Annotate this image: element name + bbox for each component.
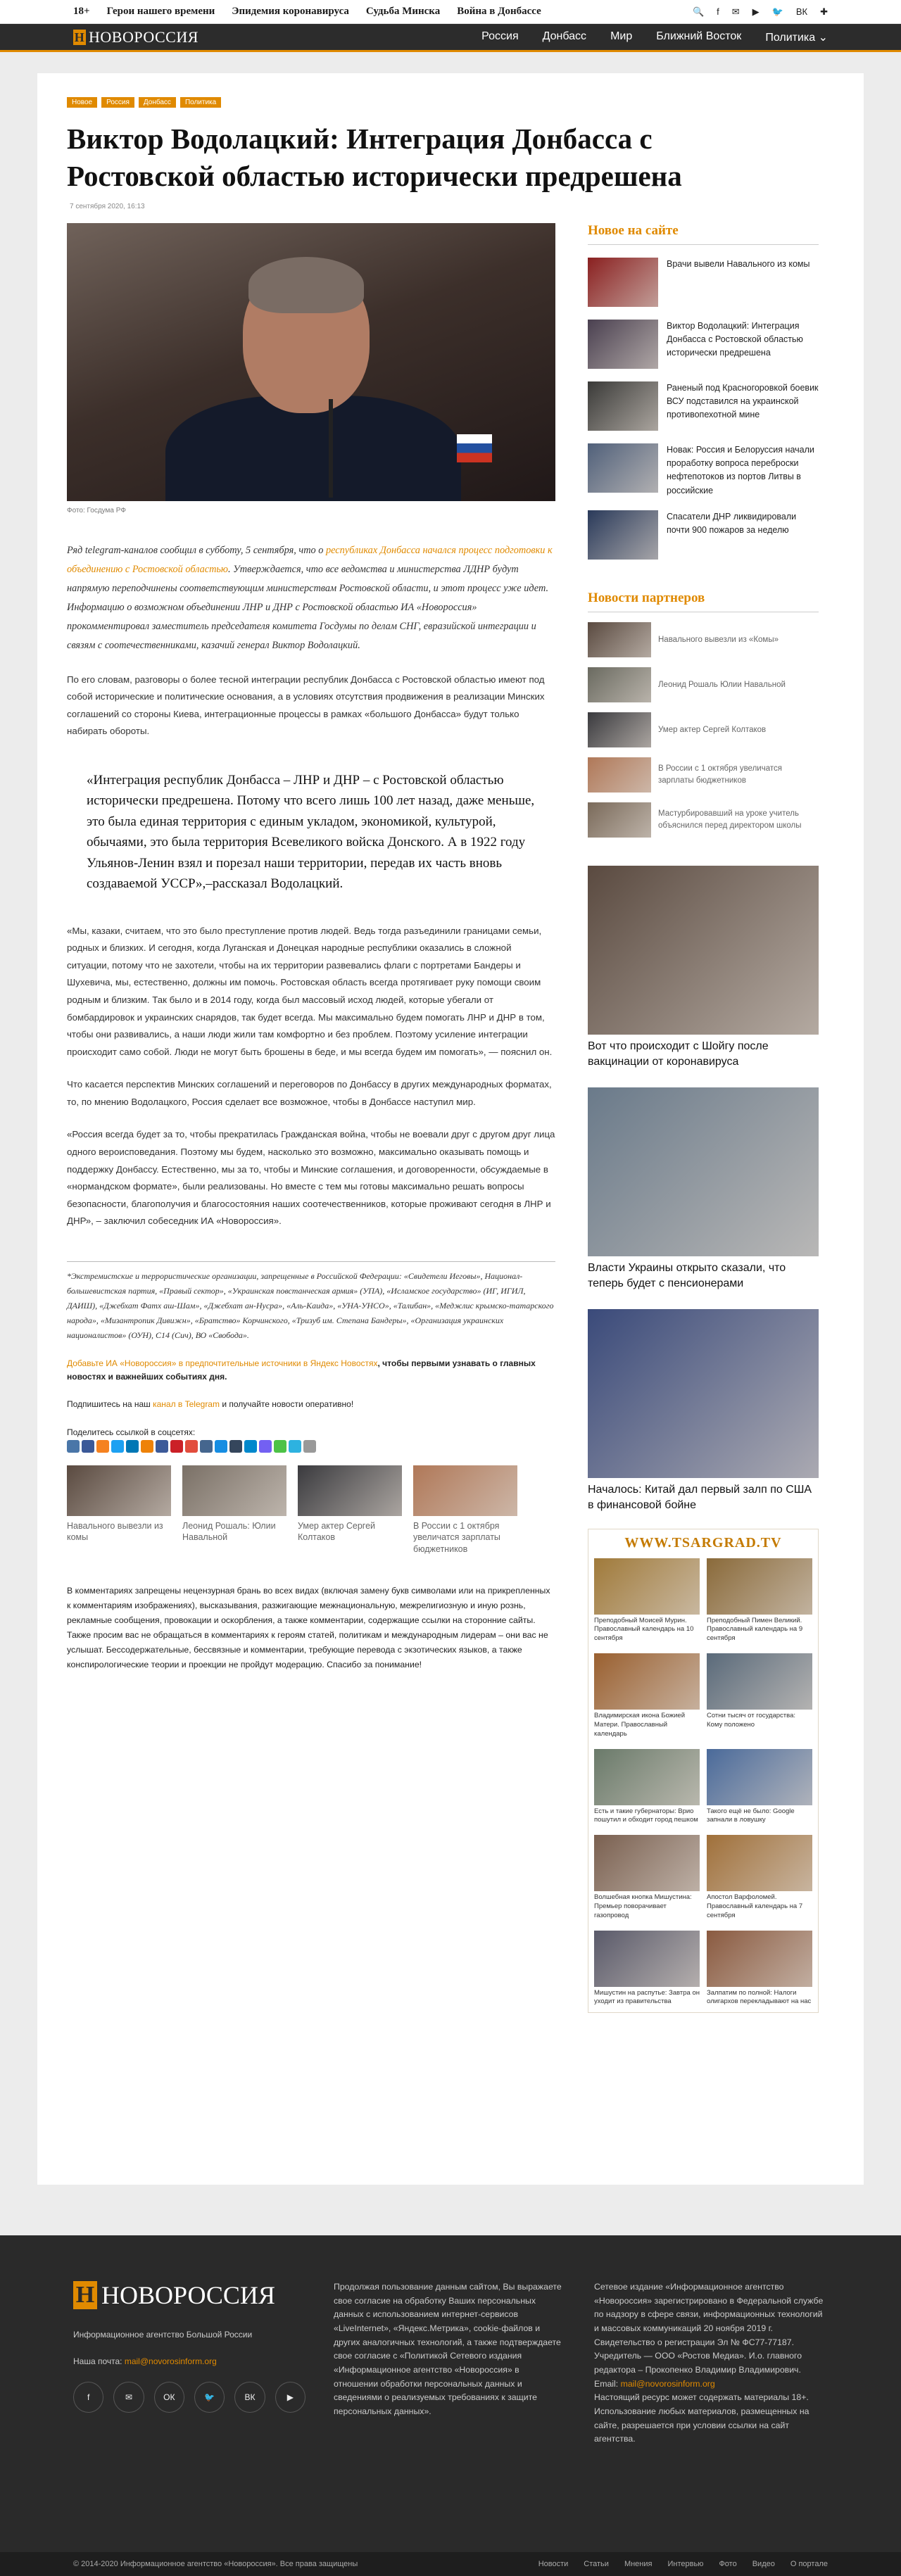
partner-item[interactable]: Навального вывезли из «Комы»: [588, 622, 819, 657]
lead-link[interactable]: республиках Донбасса начался процесс подготовки к объединению с Ростовской областью: [67, 544, 553, 575]
related-articles: [67, 1465, 555, 1556]
bottom-link-opinions[interactable]: Мнения: [624, 2560, 653, 2568]
vk-icon[interactable]: ВК: [795, 6, 808, 17]
bottom-bar: [0, 2552, 901, 2576]
mail-icon[interactable]: ✉: [113, 2382, 144, 2413]
logo-text: НОВОРОССИЯ: [89, 27, 199, 46]
share-button[interactable]: [126, 1440, 139, 1453]
share-button[interactable]: [67, 1440, 80, 1453]
tag-donbass[interactable]: Донбасс: [139, 97, 176, 108]
mail-icon[interactable]: ✉: [731, 6, 740, 17]
promo-item[interactable]: Началось: Китай дал первый залп по США в финансовой бойне: [588, 1309, 819, 1513]
share-button[interactable]: [274, 1440, 286, 1453]
promo-item[interactable]: Власти Украины открыто сказали, что теперь будет с пенсионерами: [588, 1087, 819, 1291]
sidebar-news-item[interactable]: Врачи вывели Навального из комы: [588, 258, 819, 307]
related-card[interactable]: Умер актер Сергей Колтаков: [298, 1465, 402, 1556]
article-page: [37, 73, 864, 2185]
tsargrad-item[interactable]: Апостол Варфоломей. Православный календарь на 7 сентября: [707, 1835, 812, 1920]
bottom-link-news[interactable]: Новости: [538, 2560, 569, 2568]
tsargrad-widget: [588, 1529, 819, 2014]
promo-item[interactable]: Вот что происходит с Шойгу после вакцинации от коронавируса: [588, 866, 819, 1069]
sidebar-news-item[interactable]: Виктор Водолацкий: Интеграция Донбасса с Ростовской областью исторически предрешена: [588, 320, 819, 369]
share-button[interactable]: [141, 1440, 153, 1453]
logo-mark: Н: [74, 30, 85, 44]
related-card[interactable]: В России с 1 октября увеличатся зарплаты бюджетников: [413, 1465, 517, 1556]
ok-icon[interactable]: ОК: [154, 2382, 184, 2413]
share-button[interactable]: [156, 1440, 168, 1453]
tsargrad-item[interactable]: Такого ещё не было: Google запнали в ловушку: [707, 1749, 812, 1826]
tsargrad-item[interactable]: Преподобный Пимен Великий. Православный календарь на 9 сентября: [707, 1558, 812, 1643]
nav-item-russia[interactable]: Россия: [481, 30, 519, 42]
article-tags: [67, 97, 834, 108]
twitter-icon[interactable]: 🐦: [194, 2382, 225, 2413]
footer-social: [73, 2382, 305, 2413]
tsargrad-item[interactable]: Волшебная кнопка Мишустина: Премьер поворачивает газопровод: [594, 1835, 700, 1920]
share-button[interactable]: [303, 1440, 316, 1453]
copyright: © 2014-2020 Информационное агентство «Новороссия». Все права защищены: [73, 2560, 358, 2568]
sidebar: [588, 223, 819, 2014]
bottom-link-interview[interactable]: Интервью: [667, 2560, 704, 2568]
partner-item[interactable]: Умер актер Сергей Колтаков: [588, 712, 819, 747]
article-title: Виктор Водолацкий: Интеграция Донбасса с Ростовской областью исторически предрешена: [67, 122, 682, 193]
related-thumb: [298, 1465, 402, 1516]
bottom-links: [538, 2560, 828, 2568]
share-label: Поделитесь ссылкой в соцсетях:: [67, 1427, 196, 1437]
main-nav: [0, 24, 901, 52]
top-link-war[interactable]: Война в Донбассе: [457, 6, 541, 17]
footer-legal: Сетевое издание «Информационное агентство «Новороссия» зарегистрировано в Федеральной службе по надзору в сфере связи, информационных технологий и массовых коммуникаций 20 ноября 2019 г. Свидетельство о регистрации Эл № ФС77-77187. Учредитель — ООО «Ростов Медиа». И.о. главного редактора – Прокопенко Владимир Владимирович. Email: mail@novorosinform.org Настоящий ресурс может содержать материалы 18+. Использование любых материалов, размещенных на сайте, разрешается при условии ссылки на сайт агентства.: [594, 2282, 824, 2444]
plus-icon[interactable]: ✚: [820, 6, 828, 17]
paragraph: По его словам, разговоры о более тесной интеграции республик Донбасса с Ростовской областью имеют под собой исторические и политические основания, а в условиях отсутствия продвижения в реализации Минских соглашений со стороны Киева, интеграционные процессы в рамках «большого Донбасса» будут только набирать обороты.: [67, 674, 545, 737]
top-link-epidemic[interactable]: Эпидемия коронавируса: [232, 6, 349, 17]
footer: [0, 2235, 901, 2552]
telegram-link[interactable]: канал в Telegram: [153, 1399, 220, 1410]
hero-photo: [67, 223, 555, 501]
tag-russia[interactable]: Россия: [101, 97, 134, 108]
tsargrad-title[interactable]: WWW.TSARGRAD.TV: [624, 1534, 782, 1551]
tsargrad-item[interactable]: Залпатим по полной: Налоги олигархов перекладывают на нас: [707, 1931, 812, 2007]
sidebar-news-item[interactable]: Раненый под Красногоровкой боевик ВСУ подставился на украинской противопехотной мине: [588, 381, 819, 431]
related-thumb: [413, 1465, 517, 1516]
share-buttons: [67, 1440, 555, 1453]
tsargrad-item[interactable]: Мишустин на распутье: Завтра он уходит из правительства: [594, 1931, 700, 2007]
new-on-site-title: Новое на сайте: [588, 223, 819, 245]
search-icon[interactable]: 🔍: [692, 6, 705, 17]
footer-logo[interactable]: Н НОВОРОССИЯ: [73, 2280, 305, 2310]
tag-politics[interactable]: Политика: [180, 97, 221, 108]
youtube-icon[interactable]: ▶: [752, 6, 760, 17]
footer-cookies: Продолжая пользование данным сайтом, Вы выражаете свое согласие на обработку Ваших персональных данных с использованием интернет-сервисов «LiveInternet», «Яндекс.Метрика», cookie-файлов и других аналогичных технологий, а также подтверждаете свое согласие с «Политикой Сетевого издания «Информационное агентство «Новороссия» в отношении обработки персональных данных и сведениями о реализуемых требованиях к защите персональных данных».: [334, 2282, 562, 2417]
bottom-link-articles[interactable]: Статьи: [584, 2560, 609, 2568]
bottom-link-about[interactable]: О портале: [790, 2560, 828, 2568]
nav-item-world[interactable]: Мир: [610, 30, 633, 42]
sidebar-news-item[interactable]: Спасатели ДНР ликвидировали почти 900 пожаров за неделю: [588, 510, 819, 560]
tag-new[interactable]: Новое: [67, 97, 97, 108]
bottom-link-video[interactable]: Видео: [752, 2560, 775, 2568]
photo-caption: Фото: Госдума РФ: [67, 506, 126, 514]
site-logo[interactable]: [73, 28, 199, 46]
related-card[interactable]: Навального вывезли из комы: [67, 1465, 171, 1556]
comment-rules: В комментариях запрещены нецензурная брань во всех видах (включая замену букв символами или на прикрепленных к комментариям изображениях), высказывания, разжигающие межнациональную, межрелигиозную и иную рознь, рекламные сообщения, провокации и оскорбления, а также комментарии, содержащие ссылки на сторонние сайты. Также просим вас не обращаться в комментариях к героям статей, политикам и международным лидерам – они вас не услышат. Бессодержательные, бессвязные и комментарии, требующие перевода с экзотических языков, а также конспирологические теории и проекции не пройдут модерацию. Спасибо за понимание!: [67, 1586, 550, 1669]
top-links: [73, 6, 541, 18]
tsargrad-item[interactable]: Сотни тысяч от государства: Кому положено: [707, 1653, 812, 1738]
nav-item-middle-east[interactable]: Ближний Восток: [656, 30, 742, 42]
footer-mail: Наша почта: mail@novorosinform.org: [73, 2356, 217, 2366]
tsargrad-grid: [594, 1558, 812, 2007]
share-button[interactable]: [111, 1440, 124, 1453]
article-main: [67, 223, 555, 2014]
related-thumb: [67, 1465, 171, 1516]
share-button[interactable]: [259, 1440, 272, 1453]
share-button[interactable]: [82, 1440, 94, 1453]
banned-orgs-note: *Экстремистские и террористические организации, запрещенные в Российской Федерации: «Свидетели Иеговы», Национал-большевистская партия, «Правый сектор», «Украинская повстанческая армия» (УПА), «Исламское государство» (ИГ, ИГИЛ, ДАИШ), «Джебхат Фатх аш-Шам», «Джебхат ан-Нусра», «Аль-Каида», «УНА-УНСО», «Талибан», «Меджлис крымско-татарского народа», «Мизантропик Дивижн», «Братство» Корчинского, «Тризуб им. Степана Бандеры», «Организация украинских националистов» (ОУН), С14 (Сич), ВО «Свобода».: [67, 1261, 555, 1343]
share-button[interactable]: [185, 1440, 198, 1453]
footer-mail-link[interactable]: mail@novorosinform.org: [124, 2356, 217, 2366]
sidebar-news-item[interactable]: Новак: Россия и Белоруссия начали проработку вопроса переброски нефтепотоков из портов Литвы в российские: [588, 443, 819, 498]
pull-quote: «Интеграция республик Донбасса – ЛНР и ДНР – с Ростовской областью исторически предрешена. Потому что всего лишь 100 лет назад, даже меньше, это была единая территория с единым укладом, экономикой, культурой, обычаями, это была территория Всевеликого войска Донского. А в 1922 году Ульянов-Ленин взял и порезал наши территории, передав их часть вновь создаваемой УССР»,–рассказал Водолацкий.: [87, 772, 535, 892]
share-button[interactable]: [289, 1440, 301, 1453]
paragraph: «Мы, казаки, считаем, что это было преступление против людей. Ведь тогда разъединили границами семьи, родных и близких. И сегодня, когда Луганская и Донецкая народные республики оказались в сложной ситуации, потому что не захотели, чтобы на их территории развевались флаги с портретами Бандеры и Шухевича, мы, естественно, должны им помочь. Ростовская область всегда протягивает руку помощи своим родным и близким. Так было и в 2014 году, когда был массовый исход людей, которые убегали от бомбардировок и украинских снарядов, так будет всегда. Мы максимально будем помогать ЛНР и ДНР в том, чтобы они развивались, а наши люди жили там комфортно и без проблем. Поэтому усиление интеграции происходит само собой. Люди не могут быть брошены в беде, и мы всегда будем им помогать», — пояснил он.: [67, 925, 553, 1057]
related-card[interactable]: Леонид Рошаль: Юлии Навальной: [182, 1465, 286, 1556]
partner-item[interactable]: Мастурбировавший на уроке учитель объяснился перед директором школы: [588, 802, 819, 838]
facebook-icon[interactable]: f: [73, 2382, 103, 2413]
yandex-link[interactable]: Добавьте ИА «Новороссия» в предпочтительные источники в Яндекс Новостях: [67, 1358, 378, 1369]
yandex-promo: Добавьте ИА «Новороссия» в предпочтительные источники в Яндекс Новостях, чтобы первыми узнавать о главных новостях и важнейших событиях дня.: [67, 1358, 536, 1382]
paragraph: Что касается перспектив Минских соглашений и переговоров по Донбассу в других международных форматах, то, по мнению Водолацкого, Россия сделает все возможное, чтобы в Донбассе наступил мир.: [67, 1079, 552, 1107]
partner-item[interactable]: В России с 1 октября увеличатся зарплаты бюджетников: [588, 757, 819, 793]
tsargrad-item[interactable]: Преподобный Моисей Мурин. Православный календарь на 10 сентября: [594, 1558, 700, 1643]
top-social: [693, 6, 828, 18]
article-lead: Ряд telegram-каналов сообщил в субботу, 5 сентября, что о республиках Донбасса начался процесс подготовки к объединению с Ростовской областью. Утверждается, что все ведомства и министерства ЛДНР будут напрямую переподчинены соответствующим министерствам Ростовской области, и этот процесс уже идет. Информацию о возможном объединении ЛНР и ДНР с Ростовской областью ИА «Новороссия» прокомментировал заместитель председателя комитета Госдумы по делам СНГ, евразийской интеграции и связям с соотечественниками, казачий генерал Виктор Водолацкий.: [67, 544, 553, 652]
share-button[interactable]: [170, 1440, 183, 1453]
share-button[interactable]: [96, 1440, 109, 1453]
telegram-promo: Подпишитесь на наш канал в Telegram и получайте новости оперативно!: [67, 1399, 354, 1410]
tsargrad-item[interactable]: Владимирская икона Божией Матери. Православный календарь: [594, 1653, 700, 1738]
footer-legal-mail[interactable]: mail@novorosinform.org: [620, 2378, 715, 2389]
paragraph: «Россия всегда будет за то, чтобы прекратилась Гражданская война, чтобы не воевали друг с другом друг лица одного вероисповедания. Поэтому мы будем, насколько это возможно, максимально оказывать помощь и поддержку Донбассу. Естественно, мы за то, чтобы и Минские соглашения, и договоренности, обсуждаемые в «нормандском формате», были реализованы. Но вместе с тем мы готовы максимально решать вопросы безопасности, благополучия и благосостояния наших соотечественников, которые проживают сегодня в ЛНР и ДНР», – заключил собеседник ИА «Новороссия».: [67, 1129, 555, 1227]
partner-item[interactable]: Леонид Рошаль Юлии Навальной: [588, 667, 819, 702]
top-bar: [0, 0, 901, 24]
footer-agency: Информационное агентство Большой России: [73, 2330, 253, 2340]
facebook-icon[interactable]: f: [717, 6, 719, 17]
nav-item-politics[interactable]: Политика ⌄: [765, 31, 828, 44]
tsargrad-item[interactable]: Есть и такие губернаторы: Врио пошутил и обходит город пешком: [594, 1749, 700, 1826]
youtube-icon[interactable]: ▶: [275, 2382, 305, 2413]
share-button[interactable]: [229, 1440, 242, 1453]
nav-menu: [481, 30, 828, 44]
top-link-heroes[interactable]: Герои нашего времени: [106, 6, 215, 17]
top-link-minsk[interactable]: Судьба Минска: [365, 6, 441, 17]
article-date: 7 сентября 2020, 16:13: [70, 202, 145, 210]
share-button[interactable]: [215, 1440, 227, 1453]
partners-title: Новости партнеров: [588, 591, 819, 612]
nav-item-donbass[interactable]: Донбасс: [542, 30, 587, 42]
share-button[interactable]: [200, 1440, 213, 1453]
twitter-icon[interactable]: 🐦: [771, 6, 783, 17]
related-thumb: [182, 1465, 286, 1516]
share-button[interactable]: [244, 1440, 257, 1453]
top-link-18[interactable]: 18+: [73, 6, 90, 17]
vk-icon[interactable]: ВК: [234, 2382, 265, 2413]
bottom-link-photo[interactable]: Фото: [719, 2560, 737, 2568]
